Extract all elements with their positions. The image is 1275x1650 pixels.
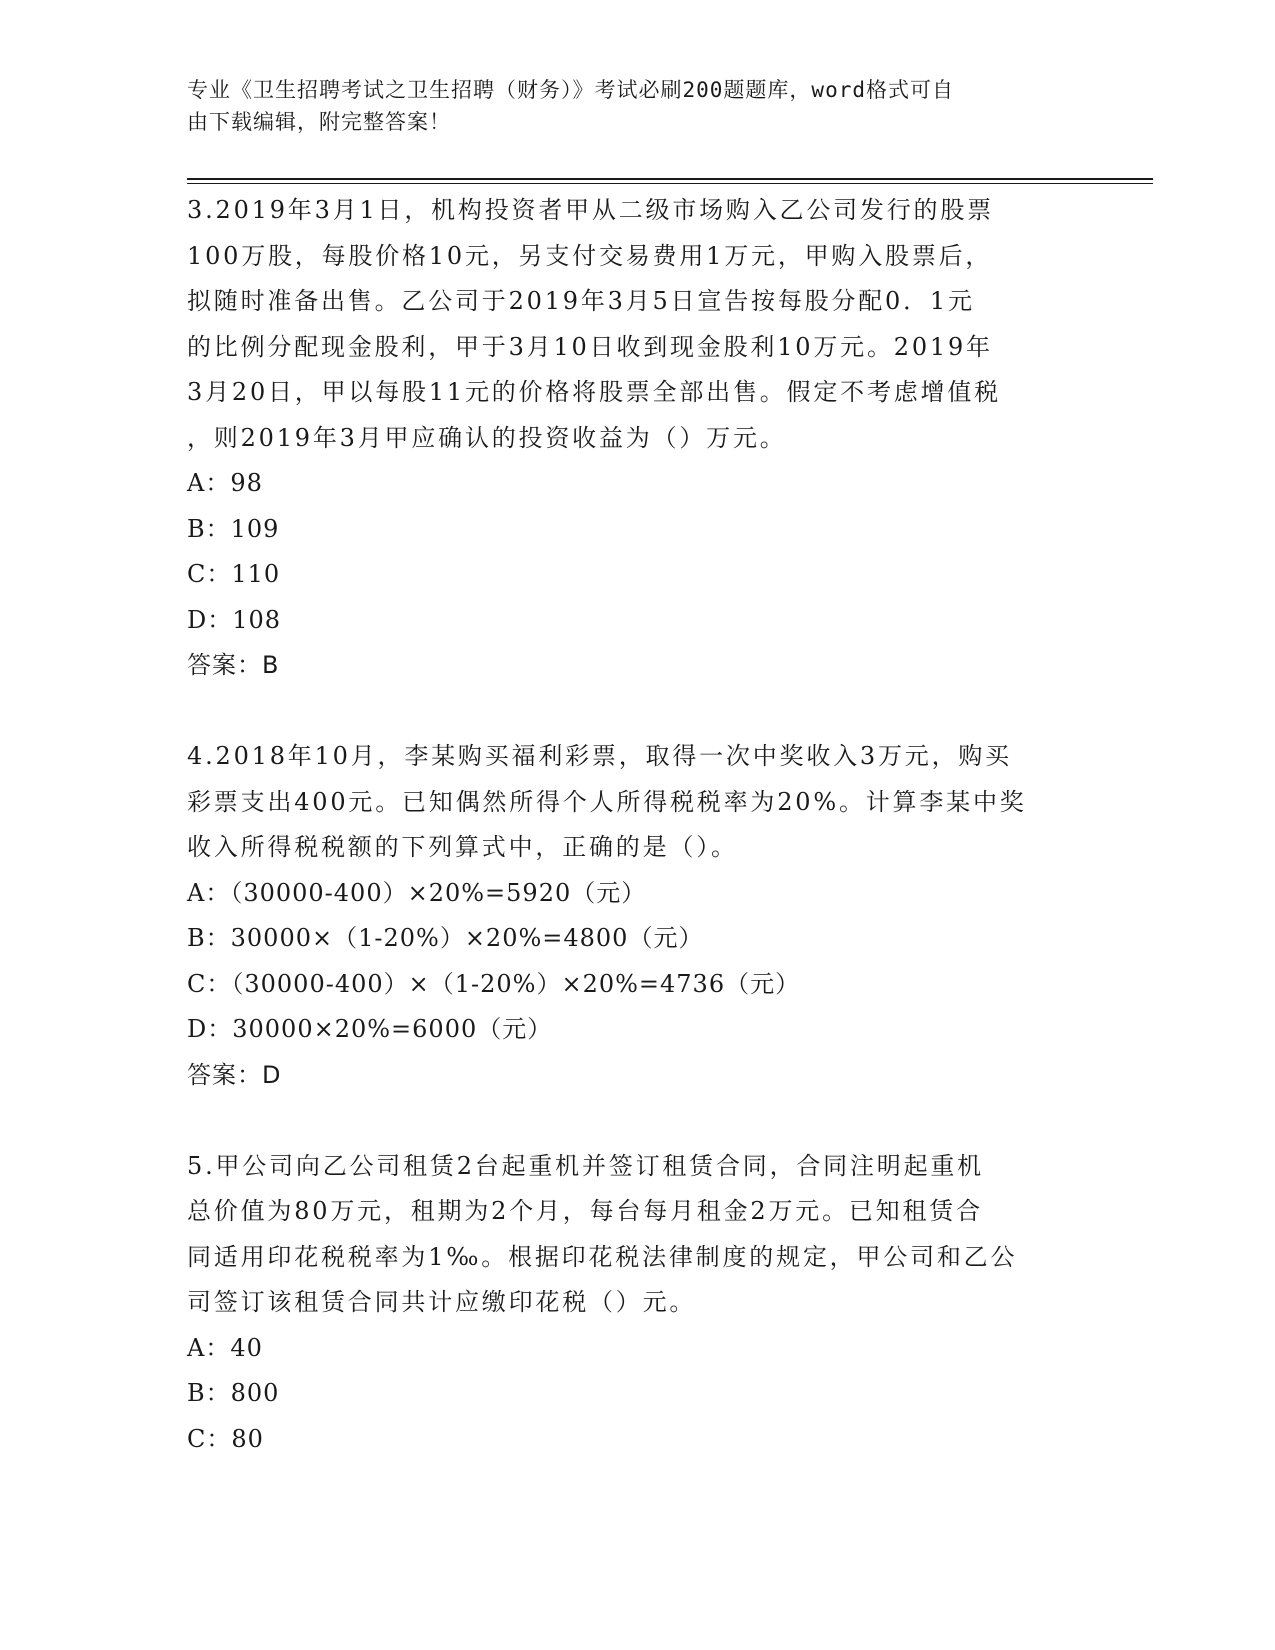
option-a: A：98: [187, 469, 263, 497]
question-stem-line: 收入所得税税额的下列算式中，正确的是（）。: [187, 833, 738, 861]
question-stem-line: 的比例分配现金股利，甲于3月10日收到现金股利10万元。2019年: [187, 332, 993, 361]
option-b: B：800: [187, 1379, 280, 1407]
question-list: [187, 188, 1087, 1462]
option-c: C：（30000-400）×（1-20%）×20%=4736（元）: [187, 969, 801, 998]
question-5-stem: [187, 1144, 1087, 1326]
header-title-line-1: 专业《卫生招聘考试之卫生招聘（财务）》考试必刷200题题库，word格式可自: [187, 78, 954, 102]
question-stem-line: 总价值为80万元，租期为2个月，每台每月租金2万元。已知租赁合: [187, 1197, 983, 1225]
question-stem-line: 3.2019年3月1日，机构投资者甲从二级市场购入乙公司发行的股票: [187, 196, 994, 224]
question-stem-line: 司签订该租赁合同共计应缴印花税（）元。: [187, 1288, 697, 1316]
header-divider-thin: [187, 183, 1153, 184]
option-b: B：109: [187, 514, 280, 543]
document-header: [187, 74, 1067, 138]
question-stem-line: ，则2019年3月甲应确认的投资收益为（）万元。: [187, 423, 787, 452]
answer-line: 答案：B: [187, 651, 280, 679]
question-stem-line: 4.2018年10月，李某购买福利彩票，取得一次中奖收入3万元，购买: [187, 742, 1012, 770]
option-d: D：30000×20%=6000（元）: [187, 1015, 553, 1043]
question-5: [187, 1144, 1087, 1463]
question-stem-line: 同适用印花税税率为1‰。根据印花税法律制度的规定，甲公司和乙公: [187, 1242, 1018, 1271]
question-stem-line: 3月20日，甲以每股11元的价格将股票全部出售。假定不考虑增值税: [187, 378, 1001, 406]
option-a: A：40: [187, 1333, 263, 1362]
option-a: A：（30000-400）×20%=5920（元）: [187, 878, 647, 907]
question-stem-line: 5.甲公司向乙公司租赁2台起重机并签订租赁合同，合同注明起重机: [187, 1151, 984, 1180]
question-stem-line: 100万股，每股价格10元，另支付交易费用1万元，甲购入股票后，: [187, 241, 993, 270]
question-3-stem: [187, 188, 1087, 461]
question-4: [187, 734, 1087, 1098]
question-stem-line: 拟随时准备出售。乙公司于2019年3月5日宣告按每股分配0．1元: [187, 287, 975, 315]
question-4-stem: [187, 734, 1087, 871]
option-b: B：30000×（1-20%）×20%=4800（元）: [187, 924, 704, 952]
header-title-line-2: 由下载编辑，附完整答案！: [187, 110, 451, 134]
header-divider-thick: [187, 178, 1153, 180]
question-stem-line: 彩票支出400元。已知偶然所得个人所得税税率为20%。计算李某中奖: [187, 787, 1027, 816]
option-c: C：80: [187, 1424, 264, 1453]
answer-line: 答案：D: [187, 1060, 282, 1089]
option-d: D：108: [187, 605, 282, 634]
question-3: [187, 188, 1087, 689]
option-c: C：110: [187, 560, 281, 588]
